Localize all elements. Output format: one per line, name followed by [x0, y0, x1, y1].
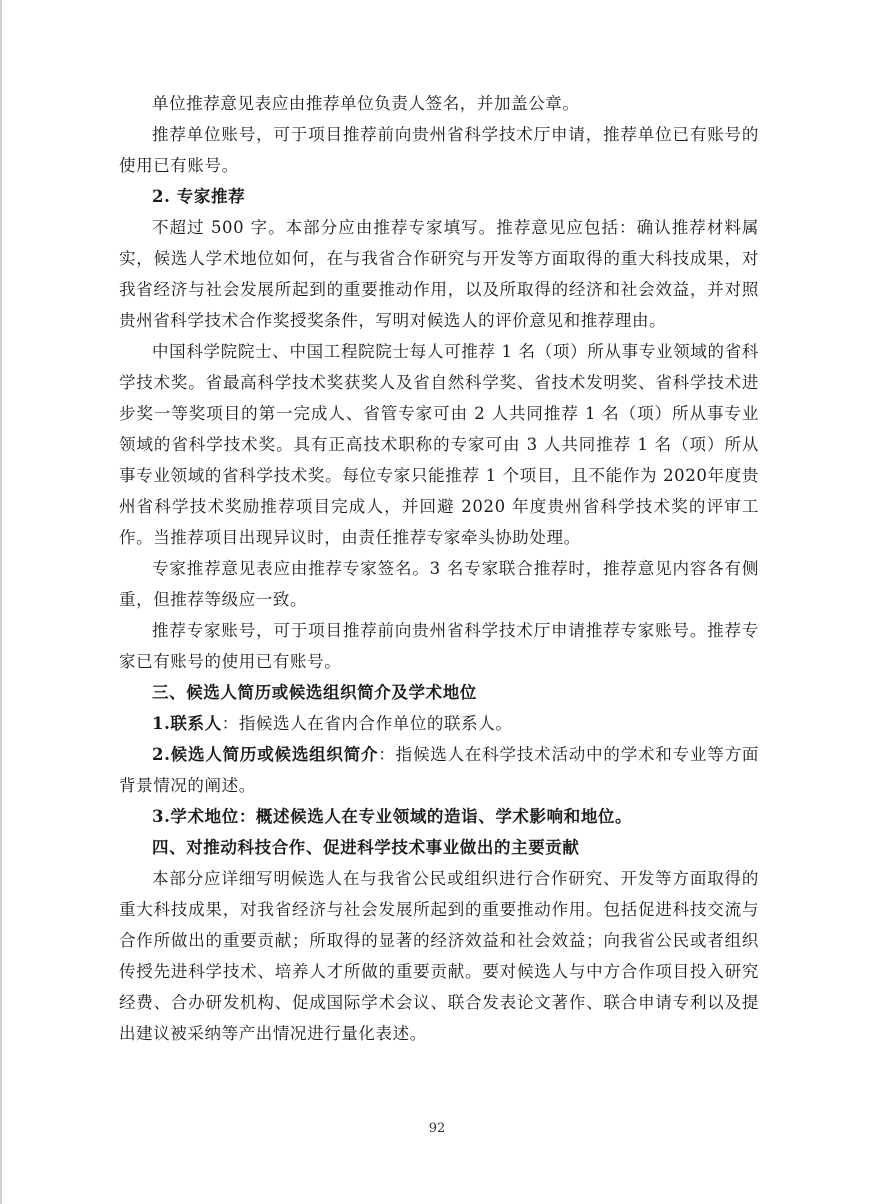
document-body	[119, 88, 759, 1049]
paragraph: 不超过 500 字。本部分应由推荐专家填写。推荐意见应包括：确认推荐材料属实，候选人学术地位如何，在与我省合作研究与开发等方面取得的重大科技成果，对我省经济与社会发展所起到的重要推动作用，以及所取得的经济和社会效益，并对照贵州省科学技术合作奖授奖条件，写明对候选人的评价意见和推荐理由。	[119, 218, 759, 330]
term-description: ：指候选人在省内合作单位的联系人。	[221, 714, 513, 733]
paragraph: 单位推荐意见表应由推荐单位负责人签名，并加盖公章。	[152, 94, 580, 113]
paragraph: 本部分应详细写明候选人在与我省公民或组织进行合作研究、开发等方面取得的重大科技成果，对我省经济与社会发展所起到的重要推动作用。包括促进科技交流与合作所做出的重要贡献；所取得的显著的经济效益和社会效益；向我省公民或者组织传授先进科学技术、培养人才所做的重要贡献。要对候选人与中方合作项目投入研究经费、合办研发机构、促成国际学术会议、联合发表论文著作、联合申请专利以及提出建议被采纳等产出情况进行量化表述。	[119, 869, 759, 1043]
page-number: 92	[428, 1121, 446, 1136]
paragraph: 中国科学院院士、中国工程院院士每人可推荐 1 名（项）所从事专业领域的省科学技术奖。省最高科学技术奖获奖人及省自然科学奖、省技术发明奖、省科学技术进步奖一等奖项目的第一完成人、省管专家可由 2 人共同推荐 1 名（项）所从事专业领域的省科学技术奖。具有正高技术职称的专家可由 3 人共同推荐 1 名（项）所从事专业领域的省科学技术奖。每位专家只能推荐 1 个项目，且不能作为 2020年度贵州省科学技术奖励推荐项目完成人，并回避 2020 年度贵州省科学技术奖的评审工作。当推荐项目出现异议时，由责任推荐专家牵头协助处理。	[119, 342, 759, 547]
section-heading: 四、对推动科技合作、促进科学技术事业做出的主要贡献	[152, 838, 580, 857]
paragraph	[119, 708, 759, 739]
section-heading: 三、候选人简历或候选组织简介及学术地位	[152, 683, 477, 702]
paragraph: 推荐单位账号，可于项目推荐前向贵州省科学技术厅申请，推荐单位已有账号的使用已有账号。	[119, 125, 759, 175]
page-edge	[0, 0, 2, 1204]
paragraph: 推荐专家账号，可于项目推荐前向贵州省科学技术厅申请推荐专家账号。推荐专家已有账号的使用已有账号。	[119, 621, 759, 671]
paragraph: 专家推荐意见表应由推荐专家签名。3 名专家联合推荐时，推荐意见内容各有侧重，但推荐等级应一致。	[119, 559, 759, 609]
bold-paragraph: 3.学术地位：概述候选人在专业领域的造诣、学术影响和地位。	[152, 807, 633, 826]
section-heading: 2. 专家推荐	[152, 187, 246, 206]
term-description: ：指候选人在科学技术活动中的学术和专业等方面背景情况的阐述。	[119, 745, 760, 795]
term-label: 1.联系人	[152, 714, 222, 733]
term-label: 2.候选人简历或候选组织简介	[152, 745, 379, 764]
paragraph	[119, 739, 759, 801]
